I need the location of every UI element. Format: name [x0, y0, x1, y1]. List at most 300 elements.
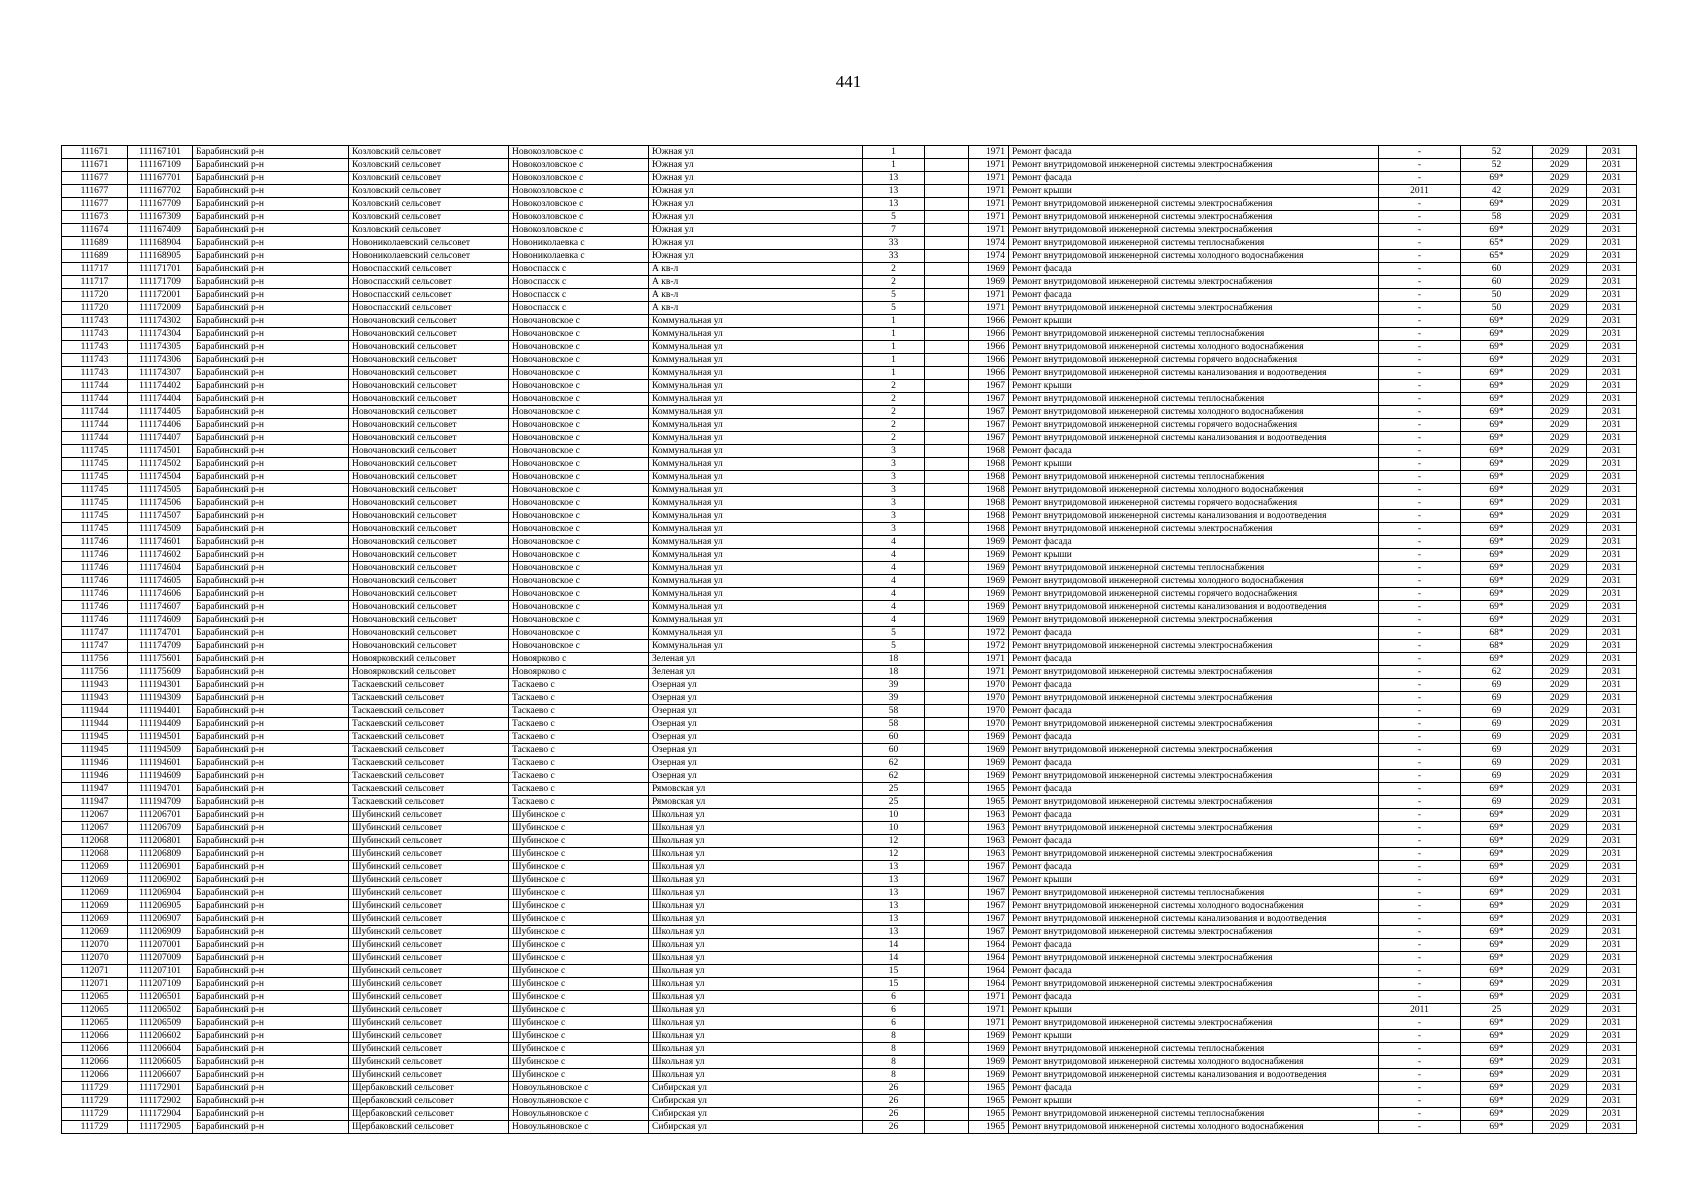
cell-wear-percent: 69* — [1461, 510, 1533, 523]
cell-settlement-council: Новоярковский сельсовет — [349, 666, 509, 679]
cell-work-id: 111168904 — [128, 237, 193, 250]
table-row — [62, 978, 1637, 991]
cell-object-id: 112068 — [62, 835, 128, 848]
cell-building — [925, 289, 969, 302]
cell-last-repair-year: - — [1379, 1069, 1461, 1082]
cell-building — [925, 978, 969, 991]
cell-street: Коммунальная ул — [649, 523, 863, 536]
cell-plan-end-year: 2031 — [1587, 913, 1637, 926]
cell-street: Коммунальная ул — [649, 419, 863, 432]
cell-street: Коммунальная ул — [649, 588, 863, 601]
cell-building — [925, 562, 969, 575]
cell-house-number: 3 — [863, 471, 925, 484]
cell-settlement-council: Шубинский сельсовет — [349, 991, 509, 1004]
cell-build-year: 1971 — [969, 172, 1009, 185]
cell-wear-percent: 69* — [1461, 939, 1533, 952]
cell-street: А кв-л — [649, 302, 863, 315]
cell-wear-percent: 69* — [1461, 172, 1533, 185]
cell-plan-end-year: 2031 — [1587, 965, 1637, 978]
cell-house-number: 26 — [863, 1121, 925, 1134]
cell-plan-end-year: 2031 — [1587, 1069, 1637, 1082]
cell-plan-start-year: 2029 — [1533, 354, 1587, 367]
cell-locality: Новочановское с — [509, 510, 649, 523]
cell-building — [925, 406, 969, 419]
cell-street: Рямовская ул — [649, 796, 863, 809]
cell-locality: Новоспасск с — [509, 289, 649, 302]
cell-settlement-council: Новочановский сельсовет — [349, 445, 509, 458]
cell-work-id: 111168905 — [128, 250, 193, 263]
cell-plan-end-year: 2031 — [1587, 1108, 1637, 1121]
cell-wear-percent: 69* — [1461, 900, 1533, 913]
cell-wear-percent: 69* — [1461, 367, 1533, 380]
cell-district: Барабинский р-н — [193, 640, 349, 653]
cell-wear-percent: 60 — [1461, 276, 1533, 289]
cell-settlement-council: Новочановский сельсовет — [349, 536, 509, 549]
cell-plan-end-year: 2031 — [1587, 289, 1637, 302]
cell-settlement-council: Шубинский сельсовет — [349, 978, 509, 991]
cell-district: Барабинский р-н — [193, 562, 349, 575]
cell-plan-end-year: 2031 — [1587, 237, 1637, 250]
cell-last-repair-year: - — [1379, 692, 1461, 705]
cell-object-id: 112069 — [62, 926, 128, 939]
cell-locality: Новоульяновское с — [509, 1095, 649, 1108]
table-row — [62, 965, 1637, 978]
cell-work-type: Ремонт внутридомовой инженерной системы холодного водоснабжения — [1009, 575, 1379, 588]
cell-build-year: 1969 — [969, 1056, 1009, 1069]
cell-settlement-council: Таскаевский сельсовет — [349, 796, 509, 809]
cell-district: Барабинский р-н — [193, 627, 349, 640]
cell-object-id: 111745 — [62, 523, 128, 536]
cell-work-id: 111174607 — [128, 601, 193, 614]
cell-build-year: 1974 — [969, 250, 1009, 263]
cell-build-year: 1971 — [969, 1004, 1009, 1017]
cell-work-id: 111194709 — [128, 796, 193, 809]
cell-work-id: 111174501 — [128, 445, 193, 458]
cell-plan-end-year: 2031 — [1587, 159, 1637, 172]
cell-district: Барабинский р-н — [193, 1108, 349, 1121]
cell-build-year: 1969 — [969, 1043, 1009, 1056]
cell-wear-percent: 69* — [1461, 341, 1533, 354]
cell-object-id: 111677 — [62, 185, 128, 198]
cell-building — [925, 419, 969, 432]
cell-last-repair-year: - — [1379, 640, 1461, 653]
cell-work-id: 111172904 — [128, 1108, 193, 1121]
cell-plan-start-year: 2029 — [1533, 289, 1587, 302]
cell-work-type: Ремонт внутридомовой инженерной системы канализования и водоотведения — [1009, 913, 1379, 926]
cell-district: Барабинский р-н — [193, 1056, 349, 1069]
table-row — [62, 601, 1637, 614]
cell-build-year: 1968 — [969, 510, 1009, 523]
cell-district: Барабинский р-н — [193, 211, 349, 224]
cell-last-repair-year: - — [1379, 991, 1461, 1004]
cell-settlement-council: Новочановский сельсовет — [349, 393, 509, 406]
cell-settlement-council: Новочановский сельсовет — [349, 432, 509, 445]
cell-house-number: 39 — [863, 692, 925, 705]
cell-building — [925, 1017, 969, 1030]
cell-wear-percent: 69 — [1461, 731, 1533, 744]
cell-locality: Новочановское с — [509, 614, 649, 627]
cell-house-number: 5 — [863, 640, 925, 653]
cell-plan-end-year: 2031 — [1587, 354, 1637, 367]
cell-building — [925, 952, 969, 965]
cell-build-year: 1967 — [969, 419, 1009, 432]
cell-build-year: 1967 — [969, 887, 1009, 900]
cell-wear-percent: 50 — [1461, 302, 1533, 315]
cell-last-repair-year: - — [1379, 172, 1461, 185]
cell-last-repair-year: - — [1379, 289, 1461, 302]
cell-district: Барабинский р-н — [193, 614, 349, 627]
cell-settlement-council: Таскаевский сельсовет — [349, 705, 509, 718]
cell-wear-percent: 69* — [1461, 1056, 1533, 1069]
cell-district: Барабинский р-н — [193, 666, 349, 679]
cell-building — [925, 718, 969, 731]
cell-plan-start-year: 2029 — [1533, 172, 1587, 185]
cell-house-number: 4 — [863, 549, 925, 562]
cell-house-number: 18 — [863, 653, 925, 666]
cell-district: Барабинский р-н — [193, 185, 349, 198]
cell-object-id: 111747 — [62, 640, 128, 653]
cell-district: Барабинский р-н — [193, 900, 349, 913]
cell-plan-start-year: 2029 — [1533, 601, 1587, 614]
cell-settlement-council: Шубинский сельсовет — [349, 1069, 509, 1082]
cell-work-id: 111174407 — [128, 432, 193, 445]
cell-work-type: Ремонт внутридомовой инженерной системы холодного водоснабжения — [1009, 1056, 1379, 1069]
cell-settlement-council: Новочановский сельсовет — [349, 614, 509, 627]
cell-plan-start-year: 2029 — [1533, 211, 1587, 224]
cell-district: Барабинский р-н — [193, 263, 349, 276]
cell-plan-start-year: 2029 — [1533, 952, 1587, 965]
cell-last-repair-year: - — [1379, 523, 1461, 536]
table-row — [62, 679, 1637, 692]
cell-last-repair-year: - — [1379, 276, 1461, 289]
cell-district: Барабинский р-н — [193, 926, 349, 939]
cell-build-year: 1969 — [969, 744, 1009, 757]
cell-wear-percent: 52 — [1461, 159, 1533, 172]
cell-locality: Шубинское с — [509, 1056, 649, 1069]
cell-last-repair-year: - — [1379, 1095, 1461, 1108]
cell-settlement-council: Новочановский сельсовет — [349, 510, 509, 523]
cell-settlement-council: Шубинский сельсовет — [349, 887, 509, 900]
cell-wear-percent: 69* — [1461, 575, 1533, 588]
cell-house-number: 13 — [863, 887, 925, 900]
cell-building — [925, 458, 969, 471]
cell-locality: Новочановское с — [509, 445, 649, 458]
cell-building — [925, 341, 969, 354]
cell-last-repair-year: - — [1379, 263, 1461, 276]
table-row — [62, 250, 1637, 263]
cell-district: Барабинский р-н — [193, 497, 349, 510]
cell-building — [925, 1043, 969, 1056]
cell-street: Коммунальная ул — [649, 354, 863, 367]
cell-plan-start-year: 2029 — [1533, 445, 1587, 458]
table-row — [62, 380, 1637, 393]
cell-work-type: Ремонт внутридомовой инженерной системы холодного водоснабжения — [1009, 1121, 1379, 1134]
cell-plan-end-year: 2031 — [1587, 575, 1637, 588]
cell-house-number: 14 — [863, 952, 925, 965]
cell-plan-end-year: 2031 — [1587, 809, 1637, 822]
cell-locality: Таскаево с — [509, 705, 649, 718]
cell-last-repair-year: - — [1379, 588, 1461, 601]
cell-object-id: 111729 — [62, 1108, 128, 1121]
cell-plan-end-year: 2031 — [1587, 770, 1637, 783]
cell-plan-start-year: 2029 — [1533, 367, 1587, 380]
cell-house-number: 33 — [863, 250, 925, 263]
cell-plan-start-year: 2029 — [1533, 1004, 1587, 1017]
cell-last-repair-year: - — [1379, 1017, 1461, 1030]
cell-plan-end-year: 2031 — [1587, 588, 1637, 601]
cell-last-repair-year: - — [1379, 627, 1461, 640]
cell-build-year: 1971 — [969, 289, 1009, 302]
cell-object-id: 112069 — [62, 900, 128, 913]
cell-house-number: 62 — [863, 770, 925, 783]
cell-settlement-council: Шубинский сельсовет — [349, 822, 509, 835]
cell-house-number: 8 — [863, 1043, 925, 1056]
cell-wear-percent: 69* — [1461, 965, 1533, 978]
cell-build-year: 1967 — [969, 874, 1009, 887]
cell-plan-start-year: 2029 — [1533, 237, 1587, 250]
cell-plan-end-year: 2031 — [1587, 926, 1637, 939]
cell-last-repair-year: - — [1379, 380, 1461, 393]
cell-street: Школьная ул — [649, 913, 863, 926]
cell-work-type: Ремонт крыши — [1009, 380, 1379, 393]
cell-build-year: 1963 — [969, 848, 1009, 861]
table-row — [62, 536, 1637, 549]
cell-plan-start-year: 2029 — [1533, 887, 1587, 900]
table-row — [62, 484, 1637, 497]
cell-plan-start-year: 2029 — [1533, 666, 1587, 679]
cell-plan-end-year: 2031 — [1587, 510, 1637, 523]
cell-object-id: 112071 — [62, 965, 128, 978]
cell-settlement-council: Щербаковский сельсовет — [349, 1121, 509, 1134]
table-row — [62, 432, 1637, 445]
cell-settlement-council: Козловский сельсовет — [349, 159, 509, 172]
cell-settlement-council: Таскаевский сельсовет — [349, 744, 509, 757]
cell-wear-percent: 69* — [1461, 458, 1533, 471]
cell-settlement-council: Шубинский сельсовет — [349, 809, 509, 822]
cell-locality: Шубинское с — [509, 835, 649, 848]
cell-plan-end-year: 2031 — [1587, 458, 1637, 471]
cell-work-id: 111194509 — [128, 744, 193, 757]
cell-locality: Новочановское с — [509, 341, 649, 354]
table-row — [62, 705, 1637, 718]
cell-settlement-council: Новоспасский сельсовет — [349, 263, 509, 276]
cell-locality: Шубинское с — [509, 1069, 649, 1082]
table-row — [62, 575, 1637, 588]
cell-locality: Новоярково с — [509, 666, 649, 679]
cell-wear-percent: 69* — [1461, 848, 1533, 861]
cell-district: Барабинский р-н — [193, 224, 349, 237]
cell-district: Барабинский р-н — [193, 367, 349, 380]
cell-last-repair-year: - — [1379, 562, 1461, 575]
cell-district: Барабинский р-н — [193, 406, 349, 419]
cell-house-number: 3 — [863, 445, 925, 458]
cell-street: Коммунальная ул — [649, 471, 863, 484]
cell-settlement-council: Таскаевский сельсовет — [349, 770, 509, 783]
cell-last-repair-year: - — [1379, 1082, 1461, 1095]
cell-street: Сибирская ул — [649, 1121, 863, 1134]
cell-settlement-council: Новочановский сельсовет — [349, 640, 509, 653]
cell-plan-start-year: 2029 — [1533, 471, 1587, 484]
cell-house-number: 2 — [863, 276, 925, 289]
cell-work-id: 111206607 — [128, 1069, 193, 1082]
cell-work-type: Ремонт фасада — [1009, 445, 1379, 458]
cell-wear-percent: 69* — [1461, 497, 1533, 510]
cell-locality: Новочановское с — [509, 601, 649, 614]
cell-last-repair-year: - — [1379, 861, 1461, 874]
cell-street: Коммунальная ул — [649, 380, 863, 393]
cell-last-repair-year: - — [1379, 367, 1461, 380]
cell-settlement-council: Новочановский сельсовет — [349, 549, 509, 562]
cell-build-year: 1966 — [969, 328, 1009, 341]
cell-work-id: 111206605 — [128, 1056, 193, 1069]
cell-district: Барабинский р-н — [193, 302, 349, 315]
cell-object-id: 111746 — [62, 536, 128, 549]
cell-building — [925, 731, 969, 744]
cell-street: Коммунальная ул — [649, 484, 863, 497]
cell-wear-percent: 69 — [1461, 796, 1533, 809]
cell-work-id: 111171709 — [128, 276, 193, 289]
cell-building — [925, 250, 969, 263]
cell-plan-end-year: 2031 — [1587, 1004, 1637, 1017]
cell-build-year: 1971 — [969, 302, 1009, 315]
cell-settlement-council: Новочановский сельсовет — [349, 497, 509, 510]
cell-district: Барабинский р-н — [193, 1121, 349, 1134]
cell-street: Коммунальная ул — [649, 406, 863, 419]
cell-wear-percent: 69* — [1461, 913, 1533, 926]
cell-wear-percent: 62 — [1461, 666, 1533, 679]
cell-house-number: 1 — [863, 146, 925, 159]
cell-district: Барабинский р-н — [193, 146, 349, 159]
cell-locality: Шубинское с — [509, 965, 649, 978]
cell-work-id: 111207109 — [128, 978, 193, 991]
table-row — [62, 341, 1637, 354]
cell-building — [925, 1082, 969, 1095]
cell-last-repair-year: - — [1379, 965, 1461, 978]
cell-plan-end-year: 2031 — [1587, 497, 1637, 510]
cell-settlement-council: Новочановский сельсовет — [349, 575, 509, 588]
cell-object-id: 112069 — [62, 887, 128, 900]
cell-street: Рямовская ул — [649, 783, 863, 796]
cell-house-number: 39 — [863, 679, 925, 692]
cell-plan-end-year: 2031 — [1587, 614, 1637, 627]
cell-work-id: 111206509 — [128, 1017, 193, 1030]
cell-work-type: Ремонт крыши — [1009, 549, 1379, 562]
cell-object-id: 111756 — [62, 653, 128, 666]
table-row — [62, 588, 1637, 601]
cell-work-id: 111194701 — [128, 783, 193, 796]
table-row — [62, 445, 1637, 458]
cell-plan-end-year: 2031 — [1587, 1030, 1637, 1043]
cell-build-year: 1965 — [969, 796, 1009, 809]
cell-settlement-council: Новониколаевский сельсовет — [349, 250, 509, 263]
cell-plan-end-year: 2031 — [1587, 601, 1637, 614]
cell-last-repair-year: - — [1379, 926, 1461, 939]
cell-object-id: 111744 — [62, 393, 128, 406]
cell-house-number: 1 — [863, 315, 925, 328]
cell-settlement-council: Таскаевский сельсовет — [349, 718, 509, 731]
cell-plan-start-year: 2029 — [1533, 991, 1587, 1004]
cell-wear-percent: 69* — [1461, 1121, 1533, 1134]
cell-object-id: 112066 — [62, 1030, 128, 1043]
cell-street: А кв-л — [649, 289, 863, 302]
cell-last-repair-year: - — [1379, 835, 1461, 848]
cell-object-id: 111729 — [62, 1082, 128, 1095]
cell-work-id: 111167702 — [128, 185, 193, 198]
cell-last-repair-year: - — [1379, 237, 1461, 250]
table-row — [62, 926, 1637, 939]
cell-build-year: 1969 — [969, 731, 1009, 744]
cell-object-id: 111745 — [62, 497, 128, 510]
cell-building — [925, 354, 969, 367]
cell-house-number: 5 — [863, 211, 925, 224]
cell-work-id: 111174306 — [128, 354, 193, 367]
cell-building — [925, 614, 969, 627]
cell-work-type: Ремонт фасада — [1009, 939, 1379, 952]
cell-wear-percent: 69* — [1461, 549, 1533, 562]
cell-street: Озерная ул — [649, 718, 863, 731]
cell-building — [925, 705, 969, 718]
cell-work-id: 111174601 — [128, 536, 193, 549]
cell-work-type: Ремонт внутридомовой инженерной системы горячего водоснабжения — [1009, 354, 1379, 367]
cell-plan-start-year: 2029 — [1533, 393, 1587, 406]
cell-plan-end-year: 2031 — [1587, 549, 1637, 562]
cell-plan-end-year: 2031 — [1587, 380, 1637, 393]
cell-district: Барабинский р-н — [193, 835, 349, 848]
table-row — [62, 497, 1637, 510]
cell-plan-start-year: 2029 — [1533, 731, 1587, 744]
cell-work-type: Ремонт внутридомовой инженерной системы горячего водоснабжения — [1009, 419, 1379, 432]
cell-last-repair-year: - — [1379, 146, 1461, 159]
cell-plan-start-year: 2029 — [1533, 341, 1587, 354]
cell-house-number: 25 — [863, 783, 925, 796]
cell-district: Барабинский р-н — [193, 991, 349, 1004]
cell-plan-end-year: 2031 — [1587, 783, 1637, 796]
cell-street: Коммунальная ул — [649, 458, 863, 471]
cell-street: Южная ул — [649, 237, 863, 250]
cell-plan-end-year: 2031 — [1587, 731, 1637, 744]
cell-work-type: Ремонт внутридомовой инженерной системы теплоснабжения — [1009, 562, 1379, 575]
cell-settlement-council: Новоярковский сельсовет — [349, 653, 509, 666]
cell-wear-percent: 25 — [1461, 1004, 1533, 1017]
cell-work-type: Ремонт внутридомовой инженерной системы теплоснабжения — [1009, 237, 1379, 250]
cell-wear-percent: 69* — [1461, 887, 1533, 900]
cell-house-number: 5 — [863, 302, 925, 315]
cell-work-id: 111206902 — [128, 874, 193, 887]
cell-locality: Новочановское с — [509, 367, 649, 380]
table-row — [62, 627, 1637, 640]
table-row — [62, 471, 1637, 484]
cell-settlement-council: Шубинский сельсовет — [349, 848, 509, 861]
cell-object-id: 111944 — [62, 705, 128, 718]
cell-plan-end-year: 2031 — [1587, 874, 1637, 887]
cell-plan-start-year: 2029 — [1533, 497, 1587, 510]
cell-locality: Новоспасск с — [509, 302, 649, 315]
table-row — [62, 640, 1637, 653]
cell-settlement-council: Таскаевский сельсовет — [349, 679, 509, 692]
cell-street: А кв-л — [649, 276, 863, 289]
cell-locality: Новочановское с — [509, 432, 649, 445]
cell-district: Барабинский р-н — [193, 965, 349, 978]
cell-work-type: Ремонт внутридомовой инженерной системы электроснабжения — [1009, 926, 1379, 939]
table-row — [62, 1095, 1637, 1108]
cell-locality: Новочановское с — [509, 393, 649, 406]
cell-settlement-council: Козловский сельсовет — [349, 185, 509, 198]
cell-last-repair-year: - — [1379, 653, 1461, 666]
cell-district: Барабинский р-н — [193, 718, 349, 731]
cell-work-type: Ремонт внутридомовой инженерной системы холодного водоснабжения — [1009, 341, 1379, 354]
cell-building — [925, 1056, 969, 1069]
cell-building — [925, 783, 969, 796]
